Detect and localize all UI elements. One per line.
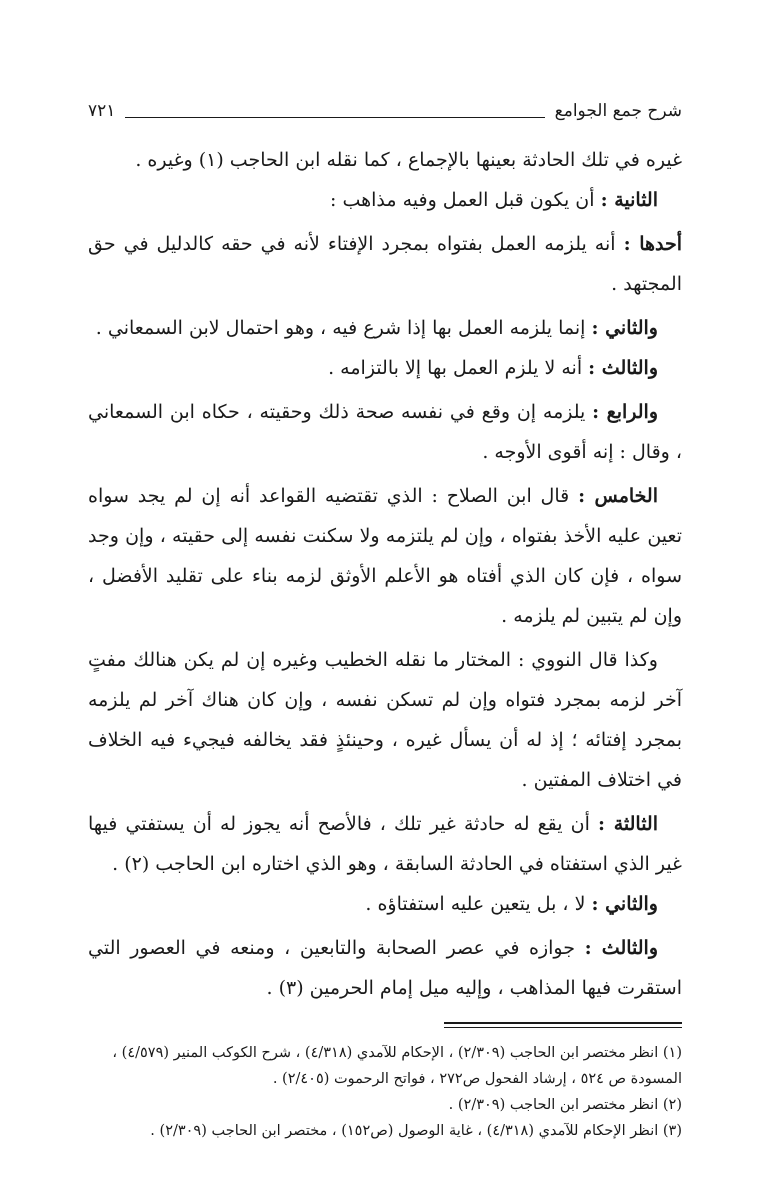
paragraph-8: وكذا قال النووي : المختار ما نقله الخطيب وغيره إن لم يكن هنالك مفتٍ آخر لزمه بمجرد فتواه وإن لم تسكن نفسه ، وإن كان هناك آخر لم يلزمه بمجرد إفتائه ؛ إذ له أن يسأل غيره ، وحينئذٍ فقد يخالفه فيجيء فيه الخلاف في اختلاف المفتين . bbox=[88, 649, 682, 791]
page bbox=[88, 96, 682, 1144]
paragraph-3 bbox=[88, 224, 682, 304]
running-header bbox=[88, 96, 682, 126]
paragraph-9 bbox=[88, 804, 682, 884]
main-text bbox=[88, 140, 682, 1008]
paragraph-1: غيره في تلك الحادثة بعينها بالإجماع ، كما نقله ابن الحاجب (١) وغيره . bbox=[135, 149, 682, 171]
paragraph-5 bbox=[88, 348, 682, 388]
paragraph-7-text: قال ابن الصلاح : الذي تقتضيه القواعد أنه إن لم يجد سواه تعين عليه الأخذ بفتواه ، وإن لم يلتزمه ولا سكنت نفسه إلى حقيته ، وإن وجد سواه ، فإن كان الذي أفتاه هو الأعلم الأوثق لزمه بناء على تقليد الأفضل ، وإن لم يتبين لم يلزمه . bbox=[88, 485, 682, 627]
paragraph-4-label: والثاني : bbox=[591, 317, 658, 339]
paragraph-10-text: لا ، بل يتعين عليه استفتاؤه . bbox=[365, 893, 592, 915]
footnote-separator bbox=[444, 1022, 682, 1028]
paragraph-11-label: والثالث : bbox=[584, 937, 659, 959]
paragraph-6 bbox=[88, 392, 682, 472]
paragraph-10-label: والثاني : bbox=[591, 893, 658, 915]
paragraph-3-label: أحدها : bbox=[623, 233, 683, 255]
paragraph-6-label: والرابع : bbox=[592, 401, 658, 423]
header-rule bbox=[125, 117, 544, 118]
paragraph-2 bbox=[88, 180, 682, 220]
paragraph-5-label: والثالث : bbox=[588, 357, 658, 379]
paragraph-9-label: الثالثة : bbox=[598, 813, 658, 835]
footnotes bbox=[88, 1040, 682, 1144]
paragraph-10 bbox=[88, 884, 682, 924]
paragraph-2-label: الثانية : bbox=[600, 189, 658, 211]
page-number: ٧٢١ bbox=[88, 101, 116, 121]
paragraph-11 bbox=[88, 928, 682, 1008]
footnote-2: (٢) انظر مختصر ابن الحاجب (٢/٣٠٩) . bbox=[448, 1097, 682, 1113]
paragraph-7-label: الخامس : bbox=[578, 485, 658, 507]
paragraph-7 bbox=[88, 476, 682, 636]
paragraph-4-text: إنما يلزمه العمل بها إذا شرع فيه ، وهو احتمال لابن السمعاني . bbox=[95, 317, 592, 339]
paragraph-6-text: يلزمه إن وقع في نفسه صحة ذلك وحقيته ، حكاه ابن السمعاني ، وقال : إنه أقوى الأوجه . bbox=[88, 401, 682, 463]
book-title: شرح جمع الجوامع bbox=[554, 101, 682, 121]
paragraph-3-text: أنه يلزمه العمل بفتواه بمجرد الإفتاء لأنه في حقه كالدليل في حق المجتهد . bbox=[88, 233, 682, 295]
footnote-1: (١) انظر مختصر ابن الحاجب (٢/٣٠٩) ، الإحكام للآمدي (٤/٣١٨) ، شرح الكوكب المنير (٤/٥٧٩) ، المسودة ص ٥٢٤ ، إرشاد الفحول ص٢٧٢ ، فواتح الرحموت (٢/٤٠٥) . bbox=[112, 1045, 682, 1087]
paragraph-4 bbox=[88, 308, 682, 348]
paragraph-2-text: أن يكون قبل العمل وفيه مذاهب : bbox=[330, 189, 601, 211]
paragraph-11-text: جوازه في عصر الصحابة والتابعين ، ومنعه في العصور التي استقرت فيها المذاهب ، وإليه ميل إمام الحرمين (٣) . bbox=[88, 937, 682, 999]
paragraph-5-text: أنه لا يلزم العمل بها إلا بالتزامه . bbox=[328, 357, 589, 379]
footnote-3: (٣) انظر الإحكام للآمدي (٤/٣١٨) ، غاية الوصول (ص١٥٢) ، مختصر ابن الحاجب (٢/٣٠٩) . bbox=[150, 1123, 682, 1139]
paragraph-9-text: أن يقع له حادثة غير تلك ، فالأصح أنه يجوز له أن يستفتي فيها غير الذي استفتاه في الحادثة السابقة ، وهو الذي اختاره ابن الحاجب (٢) . bbox=[88, 813, 682, 875]
